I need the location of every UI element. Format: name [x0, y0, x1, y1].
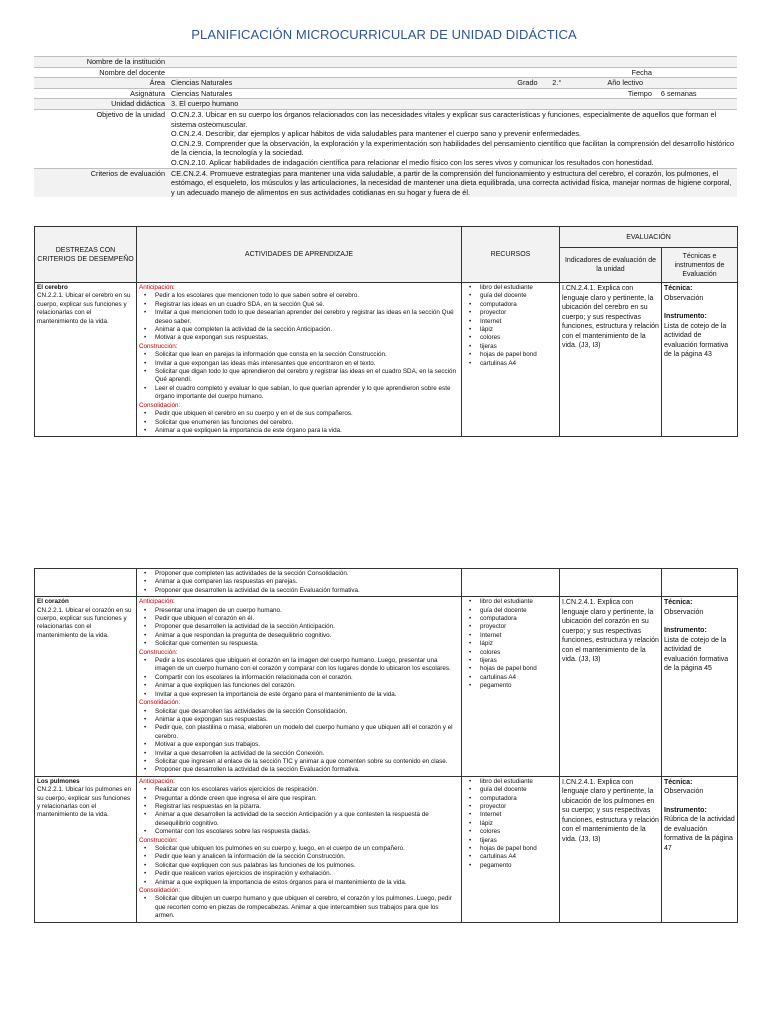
- area-label: Área: [34, 78, 168, 89]
- header-tecnicas: Técnicas e instrumentos de Evaluación: [662, 248, 738, 283]
- consolidacion-list: [139, 410, 459, 435]
- activities-cell: [137, 776, 462, 922]
- resource-item: • libro del estudiante: [480, 778, 557, 786]
- activity-item: • Registrar las respuestas en la pizarra.: [155, 803, 459, 811]
- activity-item: • Solicitar que enumeren las funciones del cerebro.: [155, 419, 459, 427]
- anticipacion-list: [139, 607, 459, 649]
- activity-item: • Presentar una imagen de un cuerpo humano.: [155, 607, 459, 615]
- tecnica-label: Técnica:: [664, 599, 693, 607]
- resource-item: • tijeras: [480, 343, 557, 351]
- activity-item: • Animar a que expliquen las funciones del corazón.: [155, 682, 459, 690]
- tecnica-value: Observación: [664, 608, 704, 616]
- activity-item: • Proponer que desarrollen la actividad de la sección Evaluación formativa.: [155, 766, 459, 774]
- resources-cell: [462, 283, 560, 437]
- technique-cell: [662, 597, 738, 777]
- criterios-label: Criterios de evaluación: [34, 168, 168, 197]
- resources-cell: [462, 597, 560, 777]
- activity-item: • Pedir a los escolares que mencionen todo lo que saben sobre el cerebro.: [155, 292, 459, 300]
- resource-item: • hojas de papel bond: [480, 351, 557, 359]
- resource-item: • proyector: [480, 309, 557, 317]
- activity-item: • Proponer que desarrollen la actividad de la sección Evaluación formativa.: [155, 587, 459, 595]
- construccion-heading: Construcción:: [139, 836, 178, 844]
- tecnica-label: Técnica:: [664, 778, 693, 786]
- activity-item: • Solicitar que ingresen al enlace de la sección TIC y animar a que comenten sobre su contenido en clase.: [155, 758, 459, 766]
- activity-item: • Animar a que respondan la pregunta de desequilibrio cognitivo.: [155, 632, 459, 640]
- header-actividades: ACTIVIDADES DE APRENDIZAJE: [137, 227, 462, 283]
- activity-item: • Solicitar que digan todo lo que aprendieron del cerebro y registrar las ideas en el cuadro SDA, en la sección Qué aprendí.: [155, 368, 459, 385]
- destreza-title: El cerebro: [37, 284, 68, 291]
- anticipacion-list: [139, 786, 459, 836]
- criterios-value: CE.CN.2.4. Promueve estrategias para mantener una vida saludable, a partir de la comprensión del funcionamiento y estructura del cerebro, el corazón, los pulmones, el estómago, el esqueleto, los músculos y las articulaciones, la necesidad de mantener una dieta equilibrada, una correcta actividad física, manejar normas de higiene corporal, y un adecuado manejo de alimentos en sus actividades cotidianas en su hogar y fuera de él.: [168, 168, 737, 197]
- activity-item: • Pedir que ubiquen el corazón en él.: [155, 615, 459, 623]
- planning-table-page1: [34, 226, 738, 437]
- consolidacion-list: [139, 708, 459, 775]
- header-recursos: RECURSOS: [462, 227, 560, 283]
- activity-item: • Pedir que, con plastilina o masa, elaboren un modelo del cuerpo humano y que ubiquen allí el corazón y el cerebro.: [155, 724, 459, 741]
- resource-item: • tijeras: [480, 837, 557, 845]
- instrumento-value: Lista de cotejo de la actividad de evaluación formativa de la página 45: [664, 636, 729, 673]
- spacer: [664, 303, 735, 312]
- activity-item: • Animar a que comparen las respuestas en parejas.: [155, 578, 459, 586]
- destreza-cell: [35, 776, 137, 922]
- activities-cell: [137, 283, 462, 437]
- technique-cell: [662, 283, 738, 437]
- activity-item: • Motivar a que expongan sus respuestas.: [155, 334, 459, 342]
- activity-item: • Pedir que lean y analicen la información de la sección Construcción.: [155, 853, 459, 861]
- activity-item: • Solicitar que expliquen con sus palabras las funciones de los pulmones.: [155, 862, 459, 870]
- resource-item: • hojas de papel bond: [480, 845, 557, 853]
- instrumento-label: Instrumento:: [664, 313, 707, 320]
- destreza-title: El corazón: [37, 598, 69, 606]
- activity-item: • Animar a que expliquen la importancia de este órgano para la vida.: [155, 427, 459, 435]
- resource-item: • tijeras: [480, 657, 557, 665]
- destreza-title: Los pulmones: [37, 777, 80, 785]
- anticipacion-heading: Anticipación:: [139, 777, 175, 785]
- activity-item: • Solicitar que dibujen un cuerpo humano y que ubiquen el cerebro, el corazón y los pulmones. Luego, pedir que recorten como en piezas de rompecabezas. Animar a que intercambien sus trabajos para que los armen.: [155, 895, 459, 920]
- area-value: Ciencias Naturales: [168, 78, 506, 89]
- page-title: PLANIFICACIÓN MICROCURRICULAR DE UNIDAD DIDÁCTICA: [191, 27, 577, 42]
- activity-item: • Motivar a que expongan sus trabajos.: [155, 741, 459, 749]
- consolidacion-heading: Consolidación:: [139, 699, 181, 707]
- table-row: [35, 597, 738, 777]
- resource-item: • libro del estudiante: [480, 598, 557, 606]
- table-row-continuation: [35, 569, 738, 597]
- spacer: [664, 797, 735, 806]
- activity-item: • Realizar con los escolares varios ejercicios de respiración.: [155, 786, 459, 794]
- resource-item: • lápiz: [480, 326, 557, 334]
- tecnica-label: Técnica:: [664, 285, 693, 292]
- activity-item: • Animar a que completen la actividad de la sección Anticipación.: [155, 326, 459, 334]
- resource-item: • pegamento: [480, 862, 557, 870]
- activity-item: • Solicitar que lean en parejas la información que consta en la sección Construcción.: [155, 351, 459, 359]
- objetivos-cell: [168, 109, 737, 168]
- resource-item: • proyector: [480, 623, 557, 631]
- planning-table-page2: [34, 568, 738, 923]
- asignatura-label: Asignatura: [34, 88, 168, 99]
- institucion-label: Nombre de la institución: [34, 57, 168, 68]
- tiempo-value: 6 semanas: [658, 88, 737, 99]
- destreza-text: CN.2.2.1. Ubicar el corazón en su cuerpo, explicar sus funciones y relacionarlas con el mantenimiento de la vida.: [37, 606, 132, 639]
- resource-item: • pegamento: [480, 682, 557, 690]
- resource-item: • lápiz: [480, 640, 557, 648]
- destreza-text: CN.2.2.1. Ubicar el cerebro en su cuerpo, explicar sus funciones y relacionarlas con el mantenimiento de la vida.: [37, 292, 131, 325]
- activity-item: • Preguntar a dónde creen que ingresa el aire que respiran.: [155, 795, 459, 803]
- destreza-cell: [35, 283, 137, 437]
- info-table: [34, 56, 737, 197]
- resource-item: • cartulinas A4: [480, 853, 557, 861]
- activities-cell: [137, 597, 462, 777]
- resource-item: • Internet: [480, 318, 557, 326]
- resources-list: [464, 778, 557, 870]
- resource-item: • colores: [480, 828, 557, 836]
- tiempo-label: Tiempo: [604, 88, 658, 99]
- indicator-cell: I.CN.2.4.1. Explica con lenguaje claro y pertinente, la ubicación del cerebro en su cuerpo; y sus respectivas funciones, estructura y relación con el mantenimiento de la vida. (J3, I3): [560, 283, 662, 437]
- tecnica-value: Observación: [664, 294, 704, 302]
- activity-item: • Comentar con los escolares sobre las respuesta dadas.: [155, 828, 459, 836]
- construccion-heading: Construcción:: [139, 342, 178, 350]
- header-destrezas: DESTREZAS CON CRITERIOS DE DESEMPEÑO: [35, 227, 137, 283]
- resource-item: • Internet: [480, 811, 557, 819]
- anticipacion-heading: Anticipación:: [139, 598, 175, 606]
- activity-item: • Invitar a que expresen la importancia de este órgano para el mantenimiento de la vida.: [155, 691, 459, 699]
- activity-item: • Solicitar que ubiquen los pulmones en su cuerpo y, luego, en el cuerpo de un compañero.: [155, 845, 459, 853]
- activity-item: • Solicitar que desarrollen las actividades de la sección Consolidación.: [155, 708, 459, 716]
- instrumento-value: Rúbrica de la actividad de evaluación formativa de la página 47: [664, 816, 735, 852]
- continuation-list: [139, 570, 459, 595]
- objetivo-label: Objetivo de la unidad: [34, 109, 168, 168]
- header-indicadores: Indicadores de evaluación de la unidad: [560, 248, 662, 283]
- unidad-value: 3. El cuerpo humano: [168, 99, 737, 110]
- activity-item: • Proponer que desarrollen la actividad de la sección Anticipación.: [155, 623, 459, 631]
- destreza-text: CN.2.2.1. Ubicar los pulmones en su cuerpo, explicar sus funciones y relacionarlas con el mantenimiento de la vida.: [37, 786, 132, 819]
- activity-item: • Leer el cuadro completo y evaluar lo que sabían, lo que querían aprender y lo que aprendieron sobre este órgano importante del cuerpo humano.: [155, 385, 459, 402]
- resource-item: • colores: [480, 334, 557, 342]
- activity-item: • Pedir que realicen varios ejercicios de inspiración y exhalación.: [155, 870, 459, 878]
- activity-item: • Animar a que expliquen la importancia de estos órganos para el mantenimiento de la vida.: [155, 879, 459, 887]
- asignatura-value: Ciencias Naturales: [168, 88, 604, 99]
- resource-item: • lápiz: [480, 820, 557, 828]
- activity-item: • Proponer que completen las actividades de la sección Consolidación.: [155, 570, 459, 578]
- resources-cell: [462, 776, 560, 922]
- construccion-list: [139, 845, 459, 887]
- resource-item: • cartulinas A4: [480, 674, 557, 682]
- anio-label: Año lectivo: [604, 78, 658, 89]
- anticipacion-list: [139, 292, 459, 342]
- activity-item: • Animar a que desarrollen la actividad de la sección Anticipación y a que contesten la respuesta de desequilibrio cognitivo.: [155, 811, 459, 828]
- activity-item: • Invitar a que expongan las ideas más interesantes que encontraron en el texto.: [155, 360, 459, 368]
- resource-item: • computadora: [480, 795, 557, 803]
- fecha-label: Fecha: [604, 67, 658, 78]
- objetivo-item: O.CN.2.10. Aplicar habilidades de indagación científica para relacionar el medio físico con los seres vivos y comunicar los resultados con honestidad.: [171, 157, 654, 167]
- activity-item: • Animar a que expongan sus respuestas.: [155, 716, 459, 724]
- resource-item: • computadora: [480, 301, 557, 309]
- resources-list: [464, 284, 557, 368]
- grado-value: 2.°: [549, 78, 604, 89]
- destreza-cell: [35, 597, 137, 777]
- construccion-heading: Construcción:: [139, 648, 178, 656]
- spacer: [664, 617, 735, 626]
- objetivo-item: O.CN.2.4. Describir, dar ejemplos y aplicar hábitos de vida saludables para mantener el cuerpo sano y prevenir enfermedades.: [171, 129, 582, 139]
- objetivo-item: O.CN.2.9. Comprender que la observación, la exploración y la experimentación son habilidades del pensamiento científico que facilitan la comprensión del desarrollo histórico de la ciencia, la tecnología y la sociedad.: [171, 138, 734, 158]
- resource-item: • colores: [480, 649, 557, 657]
- table-row: [35, 283, 738, 437]
- resource-item: • guía del docente: [480, 607, 557, 615]
- construccion-list: [139, 351, 459, 401]
- activity-item: • Invitar a que desarrollen la actividad de la sección Conexión.: [155, 750, 459, 758]
- resource-item: • guía del docente: [480, 292, 557, 300]
- activity-item: • Invitar a que mencionen todo lo que desearían aprender del cerebro y registrar las ideas en la sección Qué deseo saber.: [155, 309, 459, 326]
- objetivo-item: O.CN.2.3. Ubicar en su cuerpo los órganos relacionados con las necesidades vitales y explicar sus características y funciones, especialmente de aquellos que forman el sistema osteomuscular.: [171, 109, 717, 129]
- resource-item: • cartulinas A4: [480, 360, 557, 368]
- resource-item: • hojas de papel bond: [480, 665, 557, 673]
- activity-item: • Pedir a los escolares que ubiquen el corazón en la imagen del cuerpo humano. Luego, presentar una imagen de un cuerpo humano con el corazón y comparar con los lugares donde lo ubicaron los escolares.: [155, 657, 459, 674]
- instrumento-value: Lista de cotejo de la actividad de evaluación formativa de la página 43: [664, 322, 729, 358]
- grado-label: Grado: [506, 78, 550, 89]
- activity-item: • Registrar las ideas en un cuadro SDA, en la sección Qué sé.: [155, 301, 459, 309]
- activity-item: • Pedir que ubiquen el cerebro en su cuerpo y en el de sus compañeros.: [155, 410, 459, 418]
- resources-list: [464, 598, 557, 690]
- resource-item: • Internet: [480, 632, 557, 640]
- header-evaluacion: EVALUACIÓN: [560, 227, 738, 248]
- resource-item: • proyector: [480, 803, 557, 811]
- consolidacion-heading: Consolidación:: [139, 401, 181, 409]
- anticipacion-heading: Anticipación:: [139, 284, 175, 291]
- consolidacion-heading: Consolidación:: [139, 887, 181, 895]
- instrumento-label: Instrumento:: [664, 806, 707, 814]
- activity-item: • Compartir con los escolares la información relacionada con el corazón.: [155, 674, 459, 682]
- consolidacion-list: [139, 895, 459, 920]
- technique-cell: [662, 776, 738, 922]
- resource-item: • computadora: [480, 615, 557, 623]
- activity-item: • Solicitar que comenten su respuesta.: [155, 640, 459, 648]
- instrumento-label: Instrumento:: [664, 627, 707, 635]
- resource-item: • guía del docente: [480, 786, 557, 794]
- docente-label: Nombre del docente: [34, 67, 168, 78]
- table-row: [35, 776, 738, 922]
- construccion-list: [139, 657, 459, 699]
- tecnica-value: Observación: [664, 788, 704, 796]
- indicator-cell: I.CN.2.4.1. Explica con lenguaje claro y pertinente, la ubicación de los pulmones en su cuerpo; y sus respectivas funciones, estructura y relación con el mantenimiento de la vida. (J3, I3): [560, 776, 662, 922]
- unidad-label: Unidad didáctica: [34, 99, 168, 110]
- indicator-cell: I.CN.2.4.1. Explica con lenguaje claro y pertinente, la ubicación del corazón en su cuerpo; y sus respectivas funciones, estructura y relación con el mantenimiento de la vida. (J3, I3): [560, 597, 662, 777]
- resource-item: • libro del estudiante: [480, 284, 557, 292]
